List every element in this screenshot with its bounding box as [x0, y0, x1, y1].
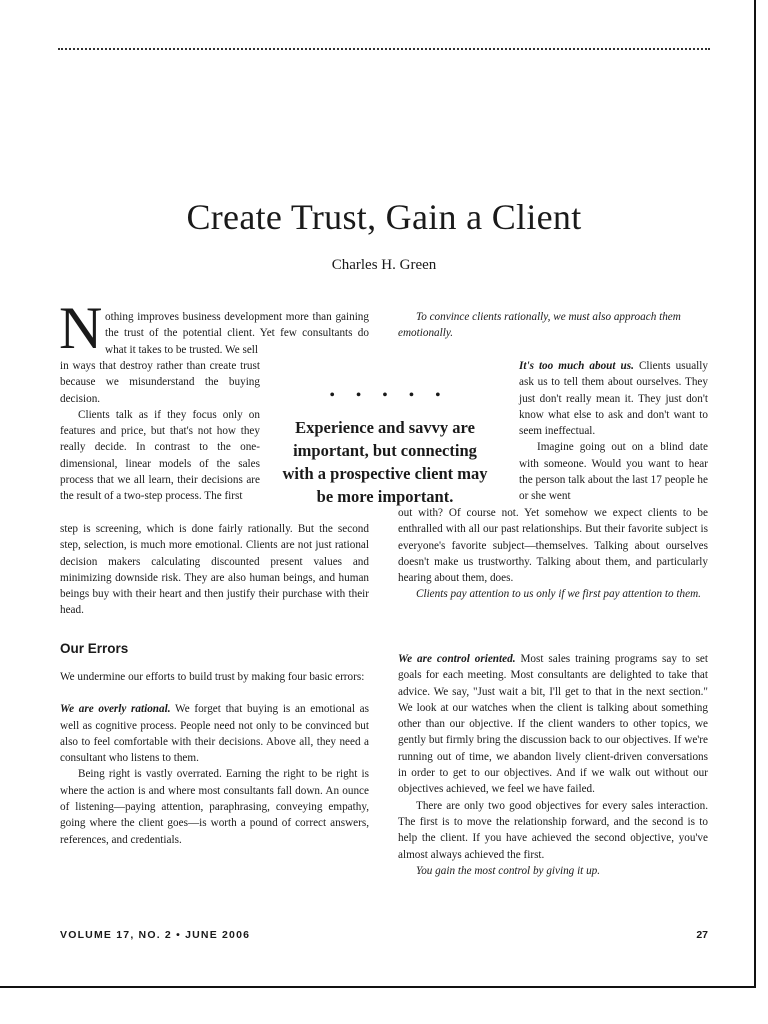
error-2-narrow-block: [519, 358, 708, 505]
blind-date-continued: out with? Of course not. Yet somehow we expect clients to be enthralled with all our past relationships. But their favorite subject is everyone's favorite subject—themselves. Talking about ourselves doesn't make us trustworthy. Talking about them, and particularly hearing about them, does.: [398, 507, 708, 585]
article-author: Charles H. Green: [331, 257, 437, 273]
drop-cap: N: [59, 295, 103, 361]
error-2-paragraph: [519, 358, 708, 439]
error-1-text: We forget that buying is an emotional as well as cognitive process. People need not only to be convinced but also to feel comfortable with their decisions. Above all, they need a consultant who listens to them.: [60, 703, 369, 765]
convince-block: [398, 309, 708, 342]
intro-full-block: [60, 521, 369, 619]
intro-narrow-block: [60, 358, 260, 505]
error-3-block: [398, 651, 708, 879]
blind-date-continued-block: [398, 505, 708, 603]
error-1-lead-in: We are overly rational.: [60, 703, 171, 716]
objectives-paragraph: There are only two good objectives for every sales interaction. The first is to move the relationship forward, and the second is to help the client. If you have achieved the second objective, you've almost always achieved the first.: [398, 799, 708, 861]
errors-intro: We undermine our efforts to build trust by making four basic errors:: [60, 671, 365, 683]
right-edge-rule: [754, 0, 756, 988]
pull-quote-text: Experience and savvy are important, but connecting with a prospective client may be more important.: [282, 418, 488, 506]
error-2-text: Clients usually ask us to tell them about ourselves. They just don't really mean it. They just don't know what else to ask and don't want to seem ineffectual.: [519, 360, 708, 438]
our-errors-body: [60, 669, 369, 848]
article-title: Create Trust, Gain a Client: [186, 197, 582, 237]
error-3-text: Most sales training programs say to set goals for each meeting. Most consultants are delighted to take that advice. We say, "Just wait a bit, I'll get to that in the next section." We look at our watches when the client is talking about something other than our objective. If the client wanders to other topics, we gently but firmly bring the discussion back to our objectives. If we're running out of time, we abandon lively client-driven conversations in order to get to our objectives. And if we walk out without our objectives achieved, we feel we have failed.: [398, 653, 708, 796]
intro-wrap-block: [105, 309, 369, 358]
section-heading: Our Errors: [60, 641, 129, 656]
intro-paragraph-2: Clients talk as if they focus only on features and price, but that's not how they really decide. In contrast to the one-dimensional, linear models of the sales process that we all learn, their decisions are the result of a two-step process. The first: [60, 408, 260, 503]
error-1-paragraph-2: Being right is vastly overrated. Earning the right to be right is where the action is and where most consultants fall down. An ounce of listening—paying attention, paraphrasing, conveying empathy, going where the client goes—is worth a pound of correct answers, references, and credentials.: [60, 768, 369, 846]
control-text: You gain the most control by giving it up.: [416, 864, 601, 877]
intro-paragraph-2-continued: step is screening, which is done fairly rationally. But the second step, selection, is much more emotional. Clients are not just rational decision makers calculating discounted present values and minimizing downside risk. They are also human beings, and human beings buy with their heart and then justify their purchase with their head.: [60, 523, 369, 617]
intro-opening-text: othing improves business development more than gaining the trust of the potential client. Yet few consultants do what it takes to be trusted. We sell: [105, 311, 369, 356]
error-1-paragraph: [60, 701, 369, 766]
error-3-lead-in: We are control oriented.: [398, 653, 516, 665]
paragraph-gap: [60, 685, 369, 701]
blind-date-paragraph: Imagine going out on a blind date with someone. Would you want to hear the person talk about the last 17 people he or she went: [519, 441, 708, 503]
issue-info: VOLUME 17, NO. 2 • JUNE 2006: [60, 929, 251, 941]
attention-text: Clients pay attention to us only if we first pay attention to them.: [416, 588, 701, 601]
page-number: 27: [696, 929, 708, 941]
top-dotted-rule: [58, 48, 710, 50]
pull-quote: [276, 388, 494, 508]
error-3-paragraph: [398, 651, 708, 798]
pull-quote-ornament: • • • • •: [329, 388, 450, 403]
bottom-edge-rule: [0, 986, 756, 988]
intro-paragraph-1: in ways that destroy rather than create trust because we misunderstand the buying decision.: [60, 360, 260, 405]
convince-text: To convince clients rationally, we must also approach them emotionally.: [398, 311, 681, 340]
error-2-lead-in: It's too much about us.: [519, 360, 634, 372]
